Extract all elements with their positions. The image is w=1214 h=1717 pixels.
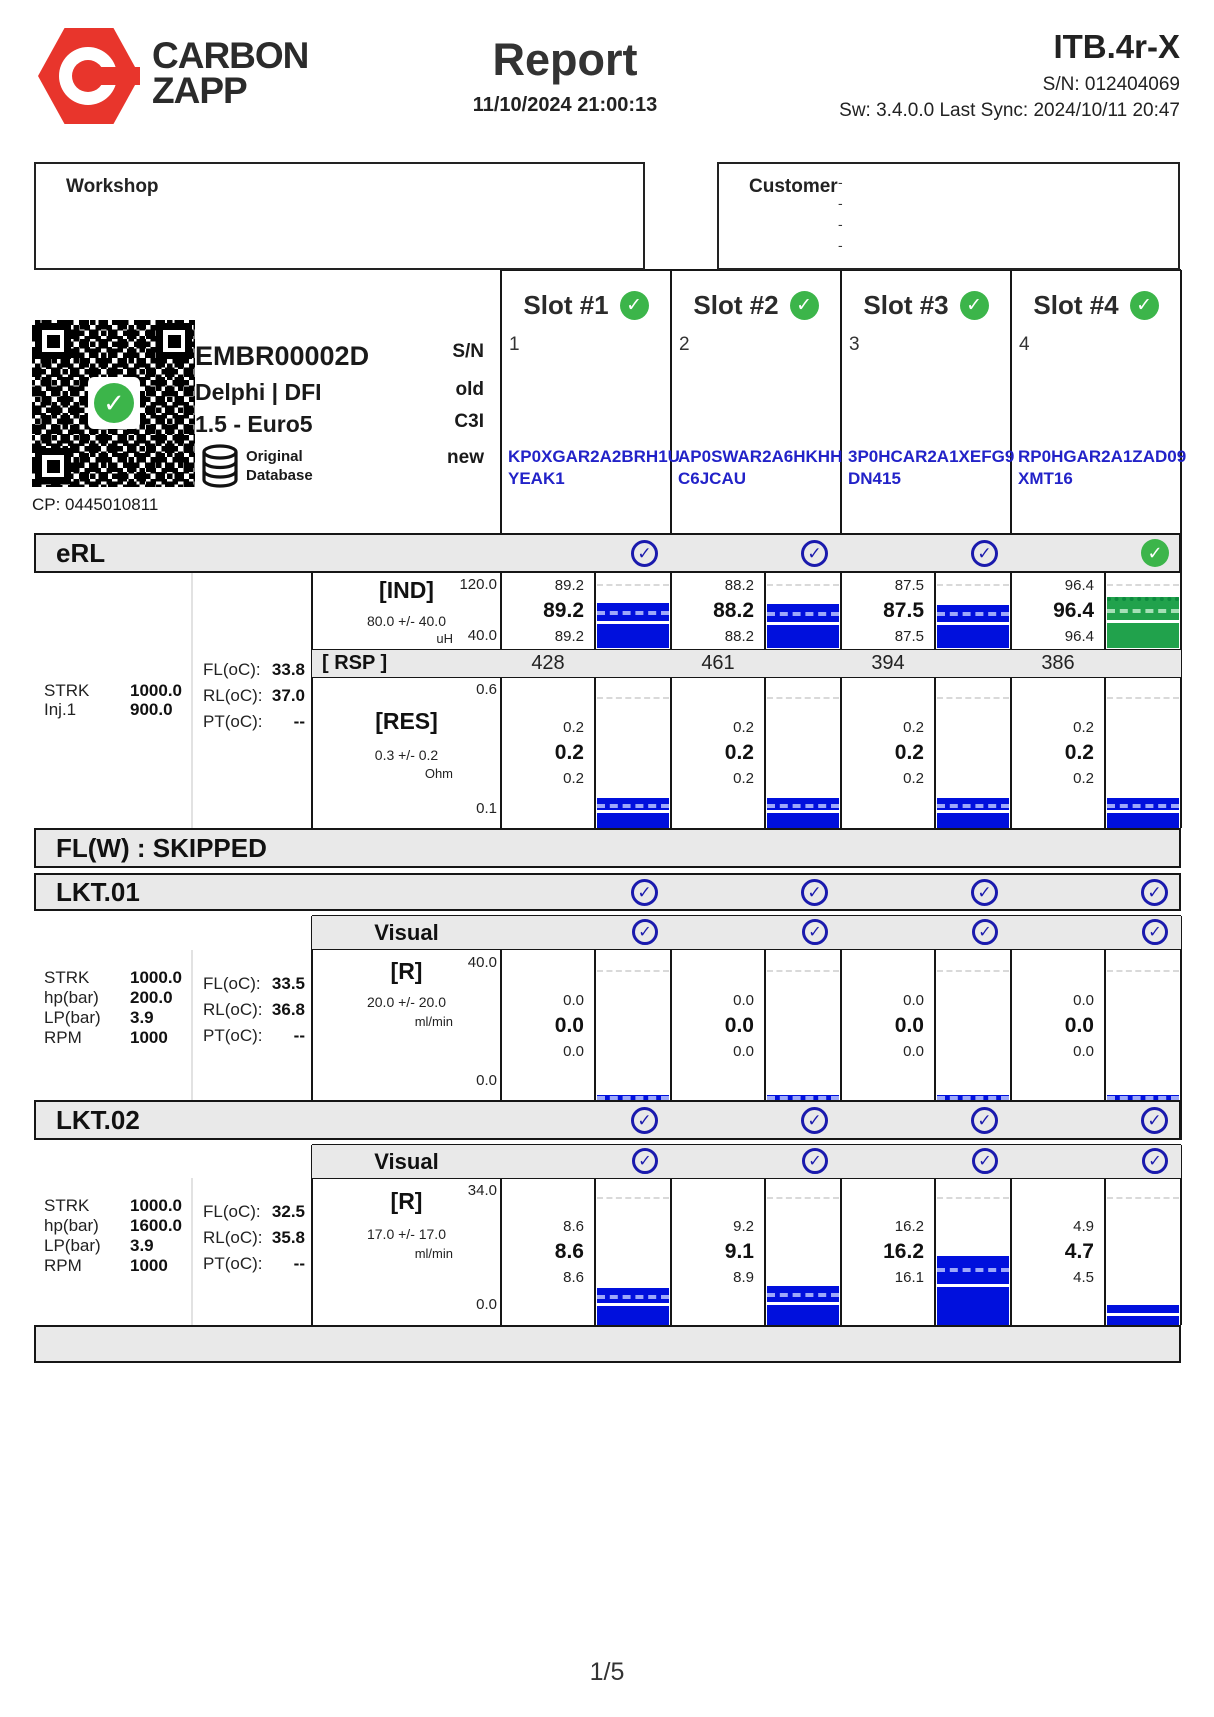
temp-value: 33.8 xyxy=(271,660,305,679)
value-min: 16.1 xyxy=(894,1269,924,1286)
param-label: STRK xyxy=(44,968,90,987)
value-max: 96.4 xyxy=(1064,577,1094,594)
code-line2: YEAK1 xyxy=(508,469,565,488)
temp-value: 32.5 xyxy=(271,1202,305,1221)
value-min: 0.2 xyxy=(903,770,924,787)
param-value: 900.0 xyxy=(130,700,173,719)
param-value: 1000.0 xyxy=(130,681,182,700)
bar-graph xyxy=(767,575,839,648)
bar-graph xyxy=(597,679,669,828)
customer-lines xyxy=(838,172,843,256)
param-label: RPM xyxy=(44,1028,82,1047)
erl-slot3-pass-icon: ✓ xyxy=(971,540,998,567)
visual-slot1-pass-icon: ✓ xyxy=(632,919,658,945)
value-max: 0.2 xyxy=(1073,719,1094,736)
value-max: 0.2 xyxy=(903,719,924,736)
test-unit: Ohm xyxy=(424,766,453,781)
bar-graph xyxy=(937,952,1009,1100)
value-min: 88.2 xyxy=(724,628,754,645)
test-tolerance: 80.0 +/- 40.0 xyxy=(366,613,446,629)
bar-graph xyxy=(937,679,1009,828)
value-max: 0.0 xyxy=(733,991,754,1009)
value-max: 4.9 xyxy=(1073,1218,1094,1235)
section-lkt02 xyxy=(34,1100,1181,1140)
slot2-injector-code xyxy=(678,446,842,490)
slot4-title: Slot #4 xyxy=(1033,290,1119,320)
qr-pass-badge xyxy=(88,377,140,429)
temp-label: FL(oC): xyxy=(203,660,261,679)
database-source xyxy=(246,447,313,485)
slot3-number: 3 xyxy=(849,334,860,355)
report-datetime: 11/10/2024 21:00:13 xyxy=(472,94,658,116)
scale-max: 120.0 xyxy=(459,576,497,593)
device-serial: S/N: 012404069 xyxy=(1042,74,1180,95)
page-title: Report xyxy=(492,34,638,85)
visual-label: Visual xyxy=(374,919,439,945)
code-line1: AP0SWAR2A6HKHH xyxy=(678,447,843,466)
bar-graph xyxy=(1107,575,1179,648)
visual-slot3-pass-icon: ✓ xyxy=(972,1148,998,1174)
bar-graph xyxy=(767,679,839,828)
bar-graph xyxy=(767,1180,839,1325)
customer-line: - xyxy=(838,237,843,253)
erl-slot1-pass-icon: ✓ xyxy=(631,540,658,567)
code-line1: KP0XGAR2A2BRH1U xyxy=(508,447,680,466)
visual-slot1-pass-icon: ✓ xyxy=(632,1148,658,1174)
injector-engine: 1.5 - Euro5 xyxy=(195,411,313,437)
value-max: 0.0 xyxy=(1073,991,1094,1009)
measurement-cell xyxy=(843,952,933,1100)
slot1-header xyxy=(501,290,671,321)
value-avg: 4.7 xyxy=(1064,1240,1094,1263)
scale-min: 0.0 xyxy=(476,1296,497,1313)
value-max: 87.5 xyxy=(894,577,924,594)
rsp-value: 386 xyxy=(1041,652,1075,674)
visual-slot2-pass-icon: ✓ xyxy=(802,1148,828,1174)
test-unit: uH xyxy=(436,631,453,646)
brand-line2: ZAPP xyxy=(152,70,247,112)
slot4-header xyxy=(1011,290,1181,321)
value-max: 0.2 xyxy=(733,719,754,736)
visual-slot2-pass-icon: ✓ xyxy=(802,919,828,945)
pass-icon: ✓ xyxy=(94,383,134,423)
value-min: 89.2 xyxy=(554,628,584,645)
param-value: 1000.0 xyxy=(130,1196,182,1215)
bar-graph xyxy=(1107,952,1179,1100)
measurement-cell xyxy=(503,1180,593,1325)
value-max: 0.2 xyxy=(563,719,584,736)
code-line1: RP0HGAR2A1ZAD09 xyxy=(1018,447,1187,466)
value-avg: 0.0 xyxy=(554,1013,584,1037)
code-line2: XMT16 xyxy=(1018,469,1073,488)
slot1-injector-code xyxy=(508,446,680,490)
value-min: 0.0 xyxy=(733,1042,754,1060)
bar-graph xyxy=(597,952,669,1100)
visual-slot4-pass-icon: ✓ xyxy=(1142,919,1168,945)
lkt02-slot4-pass-icon: ✓ xyxy=(1141,1107,1168,1134)
database-icon xyxy=(200,444,240,488)
sn-label: S/N xyxy=(452,341,484,362)
measurement-cell xyxy=(503,952,593,1100)
measurement-cell xyxy=(843,575,933,648)
section-lkt01 xyxy=(34,873,1181,911)
bar-graph xyxy=(937,1180,1009,1325)
customer-line: - xyxy=(838,174,843,190)
device-model: ITB.4r-X xyxy=(1053,28,1180,65)
value-min: 96.4 xyxy=(1064,628,1094,645)
measurement-cell xyxy=(673,575,763,648)
value-avg: 0.0 xyxy=(724,1013,754,1037)
page-number: 1/5 xyxy=(589,1658,625,1686)
c3i-label: C3I xyxy=(454,411,484,432)
device-sync-info: Sw: 3.4.0.0 Last Sync: 2024/10/11 20:47 xyxy=(839,100,1180,121)
section-erl xyxy=(34,533,1181,573)
test-tolerance: 0.3 +/- 0.2 xyxy=(374,747,439,763)
measurement-cell xyxy=(503,679,593,828)
measurement-cell xyxy=(843,679,933,828)
param-label: STRK xyxy=(44,1196,90,1215)
bar-graph xyxy=(767,952,839,1100)
lkt02-slot2-pass-icon: ✓ xyxy=(801,1107,828,1134)
erl-slot4-pass-icon: ✓ xyxy=(1141,539,1169,567)
section-erl-title: eRL xyxy=(56,537,106,568)
value-min: 0.0 xyxy=(1073,1042,1094,1060)
lkt01-slot3-pass-icon: ✓ xyxy=(971,879,998,906)
value-min: 0.2 xyxy=(1073,770,1094,787)
test-tolerance: 17.0 +/- 17.0 xyxy=(366,1226,446,1242)
value-avg: 0.2 xyxy=(894,741,924,764)
param-label: hp(bar) xyxy=(44,1216,99,1235)
value-avg: 0.2 xyxy=(1064,741,1094,764)
bar-graph xyxy=(1107,1180,1179,1325)
value-avg: 8.6 xyxy=(554,1240,584,1263)
value-avg: 88.2 xyxy=(713,599,754,622)
code-line2: DN415 xyxy=(848,469,901,488)
temp-label: RL(oC): xyxy=(203,686,263,705)
measurement-cell xyxy=(1013,952,1103,1100)
value-min: 8.6 xyxy=(563,1269,584,1286)
test-unit: ml/min xyxy=(414,1014,453,1029)
injector-brand: Delphi | DFI xyxy=(195,379,322,405)
value-avg: 87.5 xyxy=(883,599,924,622)
param-value: 1000.0 xyxy=(130,968,182,987)
value-avg: 0.2 xyxy=(724,741,754,764)
database-source-line1: Original xyxy=(246,448,303,465)
temp-label: PT(oC): xyxy=(203,712,263,731)
value-min: 0.2 xyxy=(733,770,754,787)
code-line1: 3P0HCAR2A1XEFG9 xyxy=(848,447,1015,466)
carbonzapp-logo-icon xyxy=(38,26,140,126)
bar-graph xyxy=(597,1180,669,1325)
slot2-title: Slot #2 xyxy=(693,290,779,320)
scale-max: 0.6 xyxy=(476,681,497,698)
visual-slot3-pass-icon: ✓ xyxy=(972,919,998,945)
rsp-value: 461 xyxy=(701,652,735,674)
temp-value: 36.8 xyxy=(271,1000,305,1019)
param-value: 200.0 xyxy=(130,988,173,1007)
test-name-r: [R] xyxy=(390,1188,423,1214)
workshop-label: Workshop xyxy=(66,176,159,197)
slot2-header xyxy=(671,290,841,321)
value-max: 0.0 xyxy=(563,991,584,1009)
bar-graph xyxy=(597,575,669,648)
measurement-cell xyxy=(1013,1180,1103,1325)
measurement-cell xyxy=(673,679,763,828)
customer-line: - xyxy=(838,216,843,232)
temp-value: -- xyxy=(293,712,305,731)
section-flw-title: FL(W) : SKIPPED xyxy=(56,832,267,863)
rsp-value: 428 xyxy=(531,652,565,674)
value-max: 0.0 xyxy=(903,991,924,1009)
visual-slot4-pass-icon: ✓ xyxy=(1142,1148,1168,1174)
param-value: 1600.0 xyxy=(130,1216,182,1235)
value-avg: 0.2 xyxy=(554,741,584,764)
slot2-number: 2 xyxy=(679,334,690,355)
new-label: new xyxy=(447,447,484,468)
temp-value: 35.8 xyxy=(271,1228,305,1247)
lkt02-slot1-pass-icon: ✓ xyxy=(631,1107,658,1134)
pass-icon: ✓ xyxy=(620,291,649,320)
measurement-cell xyxy=(1013,575,1103,648)
temp-value: -- xyxy=(293,1026,305,1045)
test-tolerance: 20.0 +/- 20.0 xyxy=(366,994,446,1010)
test-unit: ml/min xyxy=(414,1246,453,1261)
pass-icon: ✓ xyxy=(1130,291,1159,320)
value-min: 8.9 xyxy=(733,1269,754,1286)
value-max: 8.6 xyxy=(563,1218,584,1235)
value-min: 0.0 xyxy=(563,1042,584,1060)
slot4-number: 4 xyxy=(1019,334,1030,355)
test-name-ind: [IND] xyxy=(379,577,434,603)
slot3-title: Slot #3 xyxy=(863,290,949,320)
temp-label: RL(oC): xyxy=(203,1000,263,1019)
bar-graph xyxy=(937,575,1009,648)
temp-value: -- xyxy=(293,1254,305,1273)
brand-line1: CARBON xyxy=(152,35,309,76)
value-max: 9.2 xyxy=(733,1218,754,1235)
measurement-cell xyxy=(1013,679,1103,828)
value-avg: 9.1 xyxy=(724,1240,754,1263)
measurement-cell xyxy=(673,952,763,1100)
slot1-number: 1 xyxy=(509,334,520,355)
temp-value: 37.0 xyxy=(271,686,305,705)
slot4-injector-code xyxy=(1018,446,1187,490)
lkt02-slot3-pass-icon: ✓ xyxy=(971,1107,998,1134)
scale-min: 40.0 xyxy=(467,627,497,644)
param-value: 3.9 xyxy=(130,1236,154,1255)
value-max: 16.2 xyxy=(894,1218,924,1235)
erl-slot2-pass-icon: ✓ xyxy=(801,540,828,567)
pass-icon: ✓ xyxy=(790,291,819,320)
value-avg: 16.2 xyxy=(883,1240,924,1263)
param-label: LP(bar) xyxy=(44,1008,101,1027)
test-name-res: [RES] xyxy=(375,708,438,734)
lkt01-slot1-pass-icon: ✓ xyxy=(631,879,658,906)
brand-name xyxy=(152,35,309,112)
value-avg: 89.2 xyxy=(543,599,584,622)
value-avg: 96.4 xyxy=(1053,599,1094,622)
temp-label: FL(oC): xyxy=(203,1202,261,1221)
customer-line: - xyxy=(838,195,843,211)
value-min: 4.5 xyxy=(1073,1269,1094,1286)
customer-box xyxy=(717,162,1180,270)
pass-icon: ✓ xyxy=(960,291,989,320)
temp-label: RL(oC): xyxy=(203,1228,263,1247)
old-label: old xyxy=(455,379,484,400)
temp-label: PT(oC): xyxy=(203,1254,263,1273)
section-footer-bar xyxy=(34,1325,1181,1363)
scale-min: 0.0 xyxy=(476,1072,497,1089)
param-label: Inj.1 xyxy=(44,700,77,719)
section-lkt01-title: LKT.01 xyxy=(56,876,140,907)
temp-value: 33.5 xyxy=(271,974,305,993)
scale-max: 40.0 xyxy=(467,954,497,971)
param-label: LP(bar) xyxy=(44,1236,101,1255)
value-max: 89.2 xyxy=(554,577,584,594)
section-lkt02-title: LKT.02 xyxy=(56,1104,140,1135)
scale-max: 34.0 xyxy=(467,1182,497,1199)
value-avg: 0.0 xyxy=(894,1013,924,1037)
param-value: 3.9 xyxy=(130,1008,154,1027)
code-line2: C6JCAU xyxy=(678,469,747,488)
value-avg: 0.0 xyxy=(1064,1013,1094,1037)
lkt01-slot2-pass-icon: ✓ xyxy=(801,879,828,906)
value-min: 0.2 xyxy=(563,770,584,787)
measurement-cell xyxy=(673,1180,763,1325)
database-source-line2: Database xyxy=(246,467,313,484)
test-name-r: [R] xyxy=(390,958,423,984)
customer-label: Customer xyxy=(749,176,838,197)
value-min: 0.0 xyxy=(903,1042,924,1060)
slot3-header xyxy=(841,290,1011,321)
slot3-injector-code xyxy=(848,446,1015,490)
value-max: 88.2 xyxy=(724,577,754,594)
injector-code: EMBR00002D xyxy=(195,341,370,371)
rsp-value: 394 xyxy=(871,652,905,674)
scale-min: 0.1 xyxy=(476,800,497,817)
slot1-title: Slot #1 xyxy=(523,290,609,320)
test-name-rsp: [ RSP ] xyxy=(322,651,388,674)
measurement-cell xyxy=(843,1180,933,1325)
measurement-cell xyxy=(503,575,593,648)
bar-graph xyxy=(1107,679,1179,828)
param-label: RPM xyxy=(44,1256,82,1275)
workshop-box xyxy=(34,162,645,270)
value-min: 87.5 xyxy=(894,628,924,645)
visual-label: Visual xyxy=(374,1148,439,1174)
param-label: STRK xyxy=(44,681,90,700)
temp-label: FL(oC): xyxy=(203,974,261,993)
param-value: 1000 xyxy=(130,1028,168,1047)
lkt01-slot4-pass-icon: ✓ xyxy=(1141,879,1168,906)
param-label: hp(bar) xyxy=(44,988,99,1007)
param-value: 1000 xyxy=(130,1256,168,1275)
qr-code xyxy=(32,320,195,487)
section-flw-skipped xyxy=(34,828,1181,868)
temp-label: PT(oC): xyxy=(203,1026,263,1045)
cp-number: CP: 0445010811 xyxy=(32,495,159,514)
